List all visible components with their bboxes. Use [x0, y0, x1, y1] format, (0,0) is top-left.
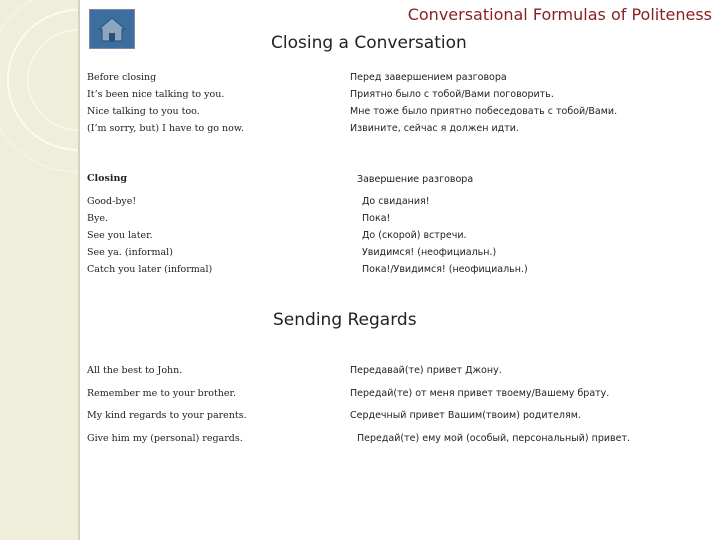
closing-ru-block — [362, 193, 528, 278]
page-title: Conversational Formulas of Politeness — [407, 5, 712, 24]
regards-ru-line: Передай(те) ему мой (особый, персональный) привет. — [357, 433, 631, 444]
regards-ru-line: Сердечный привет Вашим(твоим) родителям. — [350, 410, 581, 421]
section-title-sending-regards: Sending Regards — [273, 310, 417, 330]
before-closing-ru-heading: Перед завершением разговора — [350, 72, 507, 83]
closing-en-line: Catch you later (informal) — [87, 264, 213, 275]
regards-ru-line: Передавай(те) привет Джону. — [350, 365, 502, 376]
closing-ru-heading: Завершение разговора — [357, 174, 474, 185]
before-closing-ru-block — [350, 69, 617, 137]
regards-en-line: All the best to John. — [87, 365, 183, 376]
before-closing-ru-line: Мне тоже было приятно побеседовать с тобой/Вами. — [350, 106, 618, 117]
regards-ru-line: Передай(те) от меня привет твоему/Вашему брату. — [350, 388, 610, 399]
closing-ru-line: Пока! — [362, 213, 391, 224]
before-closing-ru-line: Приятно было с тобой/Вами поговорить. — [350, 89, 554, 100]
home-button[interactable] — [89, 9, 135, 49]
closing-en-block — [87, 193, 212, 278]
closing-ru-line: Увидимся! (неофициальн.) — [362, 247, 497, 258]
regards-en-line: My kind regards to your parents. — [87, 410, 247, 421]
closing-ru-line: До свидания! — [362, 196, 430, 207]
closing-en-heading: Closing — [87, 173, 128, 184]
before-closing-en-line: (I’m sorry, but) I have to go now. — [87, 123, 244, 134]
sidebar-circles-decoration — [0, 0, 78, 540]
before-closing-en-line: Nice talking to you too. — [87, 106, 200, 117]
before-closing-en-block — [87, 69, 244, 137]
before-closing-ru-line: Извините, сейчас я должен идти. — [350, 123, 519, 134]
decorative-sidebar — [0, 0, 78, 540]
closing-en-line: See you later. — [87, 230, 153, 241]
closing-en-line: See ya. (informal) — [87, 247, 173, 258]
before-closing-en-line: It’s been nice talking to you. — [87, 89, 225, 100]
closing-ru-line: Пока!/Увидимся! (неофициальн.) — [362, 264, 528, 275]
sidebar-divider — [78, 0, 80, 540]
closing-ru-line: До (скорой) встречи. — [362, 230, 467, 241]
closing-en-line: Bye. — [87, 213, 108, 224]
closing-en-line: Good-bye! — [87, 196, 137, 207]
home-icon — [90, 10, 134, 48]
section-title-closing-conversation: Closing a Conversation — [271, 33, 467, 53]
regards-en-line: Give him my (personal) regards. — [87, 433, 243, 444]
before-closing-en-heading: Before closing — [87, 72, 157, 83]
regards-en-line: Remember me to your brother. — [87, 388, 237, 399]
